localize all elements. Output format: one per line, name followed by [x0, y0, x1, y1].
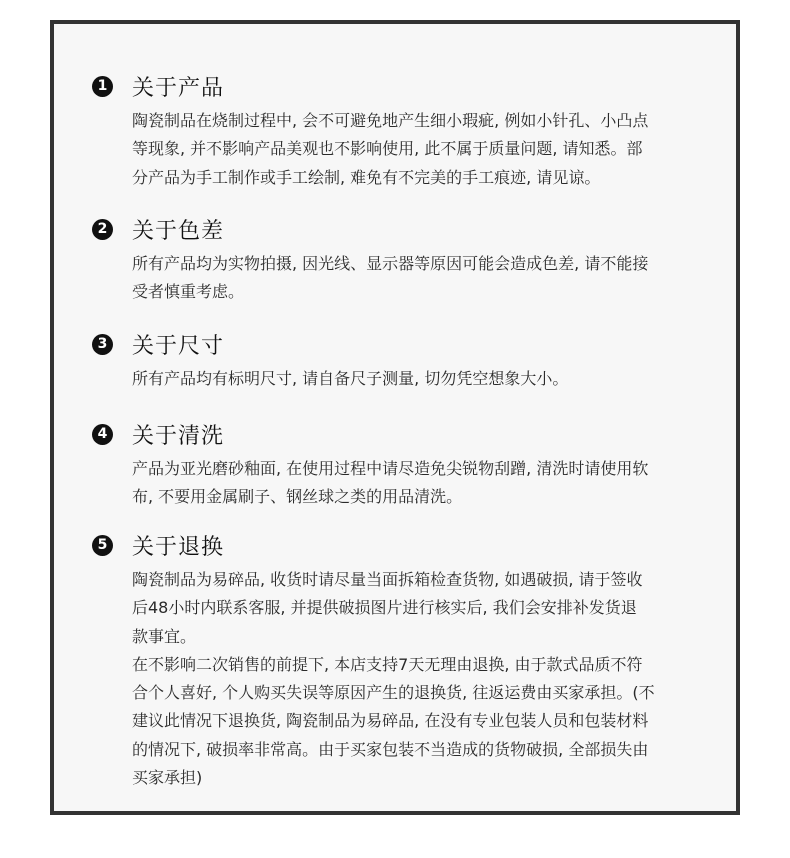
- text-line: 所有产品均有标明尺寸, 请自备尺子测量, 切勿凭空想象大小。: [132, 369, 569, 388]
- text-line: 建议此情况下退换货, 陶瓷制品为易碎品, 在没有专业包装人员和包装材料: [132, 711, 649, 731]
- text-line: 后48小时内联系客服, 并提供破损图片进行核实后, 我们会安排补发货退: [132, 598, 637, 618]
- section-title: 关于产品: [132, 75, 225, 101]
- number-2-icon: 2: [92, 219, 113, 240]
- section-size: [90, 329, 730, 393]
- section-product: [90, 71, 730, 192]
- text-line: 陶瓷制品在烧制过程中, 会不可避免地产生细小瑕疵, 例如小针孔、小凸点: [132, 111, 649, 130]
- text-line: 所有产品均为实物拍摄, 因光线、显示器等原因可能会造成色差, 请不能接: [132, 254, 649, 273]
- text-line: 合个人喜好, 个人购买失误等原因产生的退换货, 往返运费由买家承担。(不: [132, 683, 655, 703]
- section-title: 关于退换: [132, 534, 225, 560]
- text-line: 受者慎重考虑。: [132, 282, 245, 302]
- section-color: [90, 214, 730, 307]
- text-line: 买家承担): [132, 768, 203, 788]
- number-1-icon: 1: [92, 76, 113, 97]
- section-cleaning: [90, 419, 730, 512]
- notice-panel: [50, 20, 740, 815]
- text-line: 款事宜。: [132, 626, 197, 646]
- section-title: 关于色差: [132, 218, 225, 244]
- text-line: 的情况下, 破损率非常高。由于买家包装不当造成的货物破损, 全部损失由: [132, 739, 649, 759]
- text-line: 布, 不要用金属刷子、钢丝球之类的用品清洗。: [132, 487, 463, 507]
- section-title: 关于尺寸: [132, 333, 225, 359]
- number-3-icon: 3: [92, 334, 113, 355]
- section-title: 关于清洗: [132, 423, 225, 449]
- number-4-icon: 4: [92, 424, 113, 445]
- text-line: 在不影响二次销售的前提下, 本店支持7天无理由退换, 由于款式品质不符: [132, 654, 643, 674]
- text-line: 分产品为手工制作或手工绘制, 难免有不完美的手工痕迹, 请见谅。: [132, 167, 601, 187]
- text-line: 陶瓷制品为易碎品, 收货时请尽量当面拆箱检查货物, 如遇破损, 请于签收: [132, 570, 643, 589]
- text-line: 产品为亚光磨砂釉面, 在使用过程中请尽造免尖锐物刮蹭, 清洗时请使用软: [132, 459, 649, 478]
- section-returns: [90, 530, 730, 792]
- text-line: 等现象, 并不影响产品美观也不影响使用, 此不属于质量问题, 请知悉。部: [132, 139, 643, 159]
- number-5-icon: 5: [92, 535, 113, 556]
